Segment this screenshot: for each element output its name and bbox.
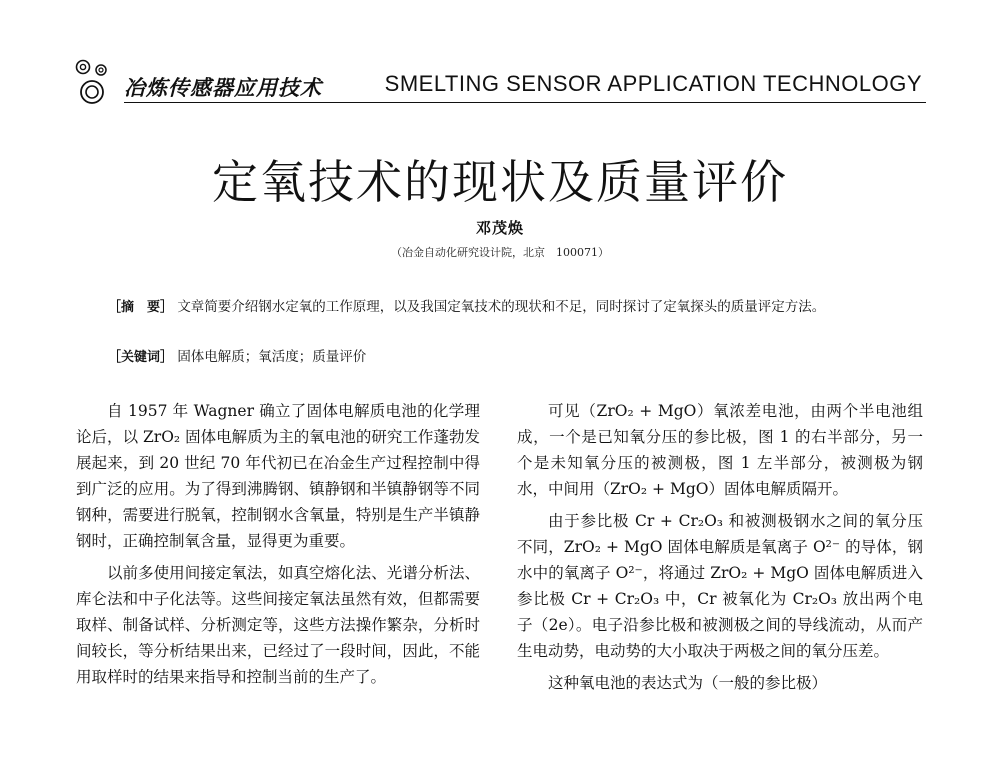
journal-header xyxy=(74,58,926,108)
body-paragraph: 以前多使用间接定氧法，如真空熔化法、光谱分析法、库仑法和中子化法等。这些间接定氧法虽然有效，但都需要取样、制备试样、分析测定等，这些方法操作繁杂，分析时间较长，等分析结果出来，已经过了一段时间，因此，不能用取样时的结果来指导和控制当前的生产了。 xyxy=(76,564,480,686)
body-paragraph: 这种氧电池的表达式为（一般的参比极） xyxy=(548,674,828,692)
abstract xyxy=(108,296,903,319)
journal-title-cn: 冶炼传感器应用技术 xyxy=(124,76,322,100)
abstract-text: 文章简要介绍钢水定氧的工作原理，以及我国定氧技术的现状和不足，同时探讨了定氧探头的质量评定方法。 xyxy=(177,299,826,315)
header-divider xyxy=(124,102,926,103)
body-column-left xyxy=(76,398,480,690)
author-affiliation: （冶金自动化研究设计院，北京 100071） xyxy=(391,246,609,259)
body-paragraph: 由于参比极 Cr + Cr₂O₃ 和被测极钢水之间的氧分压不同，ZrO₂ + MgO 固体电解质是氧离子 O²⁻ 的导体，钢水中的氧离子 O²⁻，将通过 ZrO₂ + MgO 固体电解质进入参比极 Cr + Cr₂O₃ 中，Cr 被氧化为 Cr₂O₃ 放出两个电子（2e）。电子沿参比极和被测极之间的导线流动，从而产生电动势，电动势的大小取决于两极之间的氧分压差。 xyxy=(517,512,923,660)
journal-title-en: SMELTING SENSOR APPLICATION TECHNOLOGY xyxy=(384,71,922,96)
double-circle-icon xyxy=(74,58,122,106)
body-column-right xyxy=(517,398,923,696)
keywords xyxy=(108,346,903,369)
body-paragraph: 可见（ZrO₂ + MgO）氧浓差电池，由两个半电池组成，一个是已知氧分压的参比极，图 1 的右半部分，另一个是未知氧分压的被测极，图 1 左半部分，被测极为钢水，中间用（ZrO₂ + MgO）固体电解质隔开。 xyxy=(517,402,923,498)
body-paragraph: 自 1957 年 Wagner 确立了固体电解质电池的化学理论后，以 ZrO₂ 固体电解质为主的氧电池的研究工作蓬勃发展起来，到 20 世纪 70 年代初已在冶金生产过程控制中得到广泛的应用。为了得到沸腾钢、镇静钢和半镇静钢等不同钢种，需要进行脱氧，控制钢水含氧量，特别是生产半镇静钢时，正确控制氧含量，显得更为重要。 xyxy=(76,402,480,550)
article-author: 邓茂焕 xyxy=(475,219,524,237)
keywords-text: 固体电解质；氧活度；质量评价 xyxy=(177,349,367,365)
article-title: 定氧技术的现状及质量评价 xyxy=(212,155,788,209)
abstract-label: ［摘 要］ xyxy=(108,300,174,315)
keywords-label: ［关键词］ xyxy=(108,350,174,365)
